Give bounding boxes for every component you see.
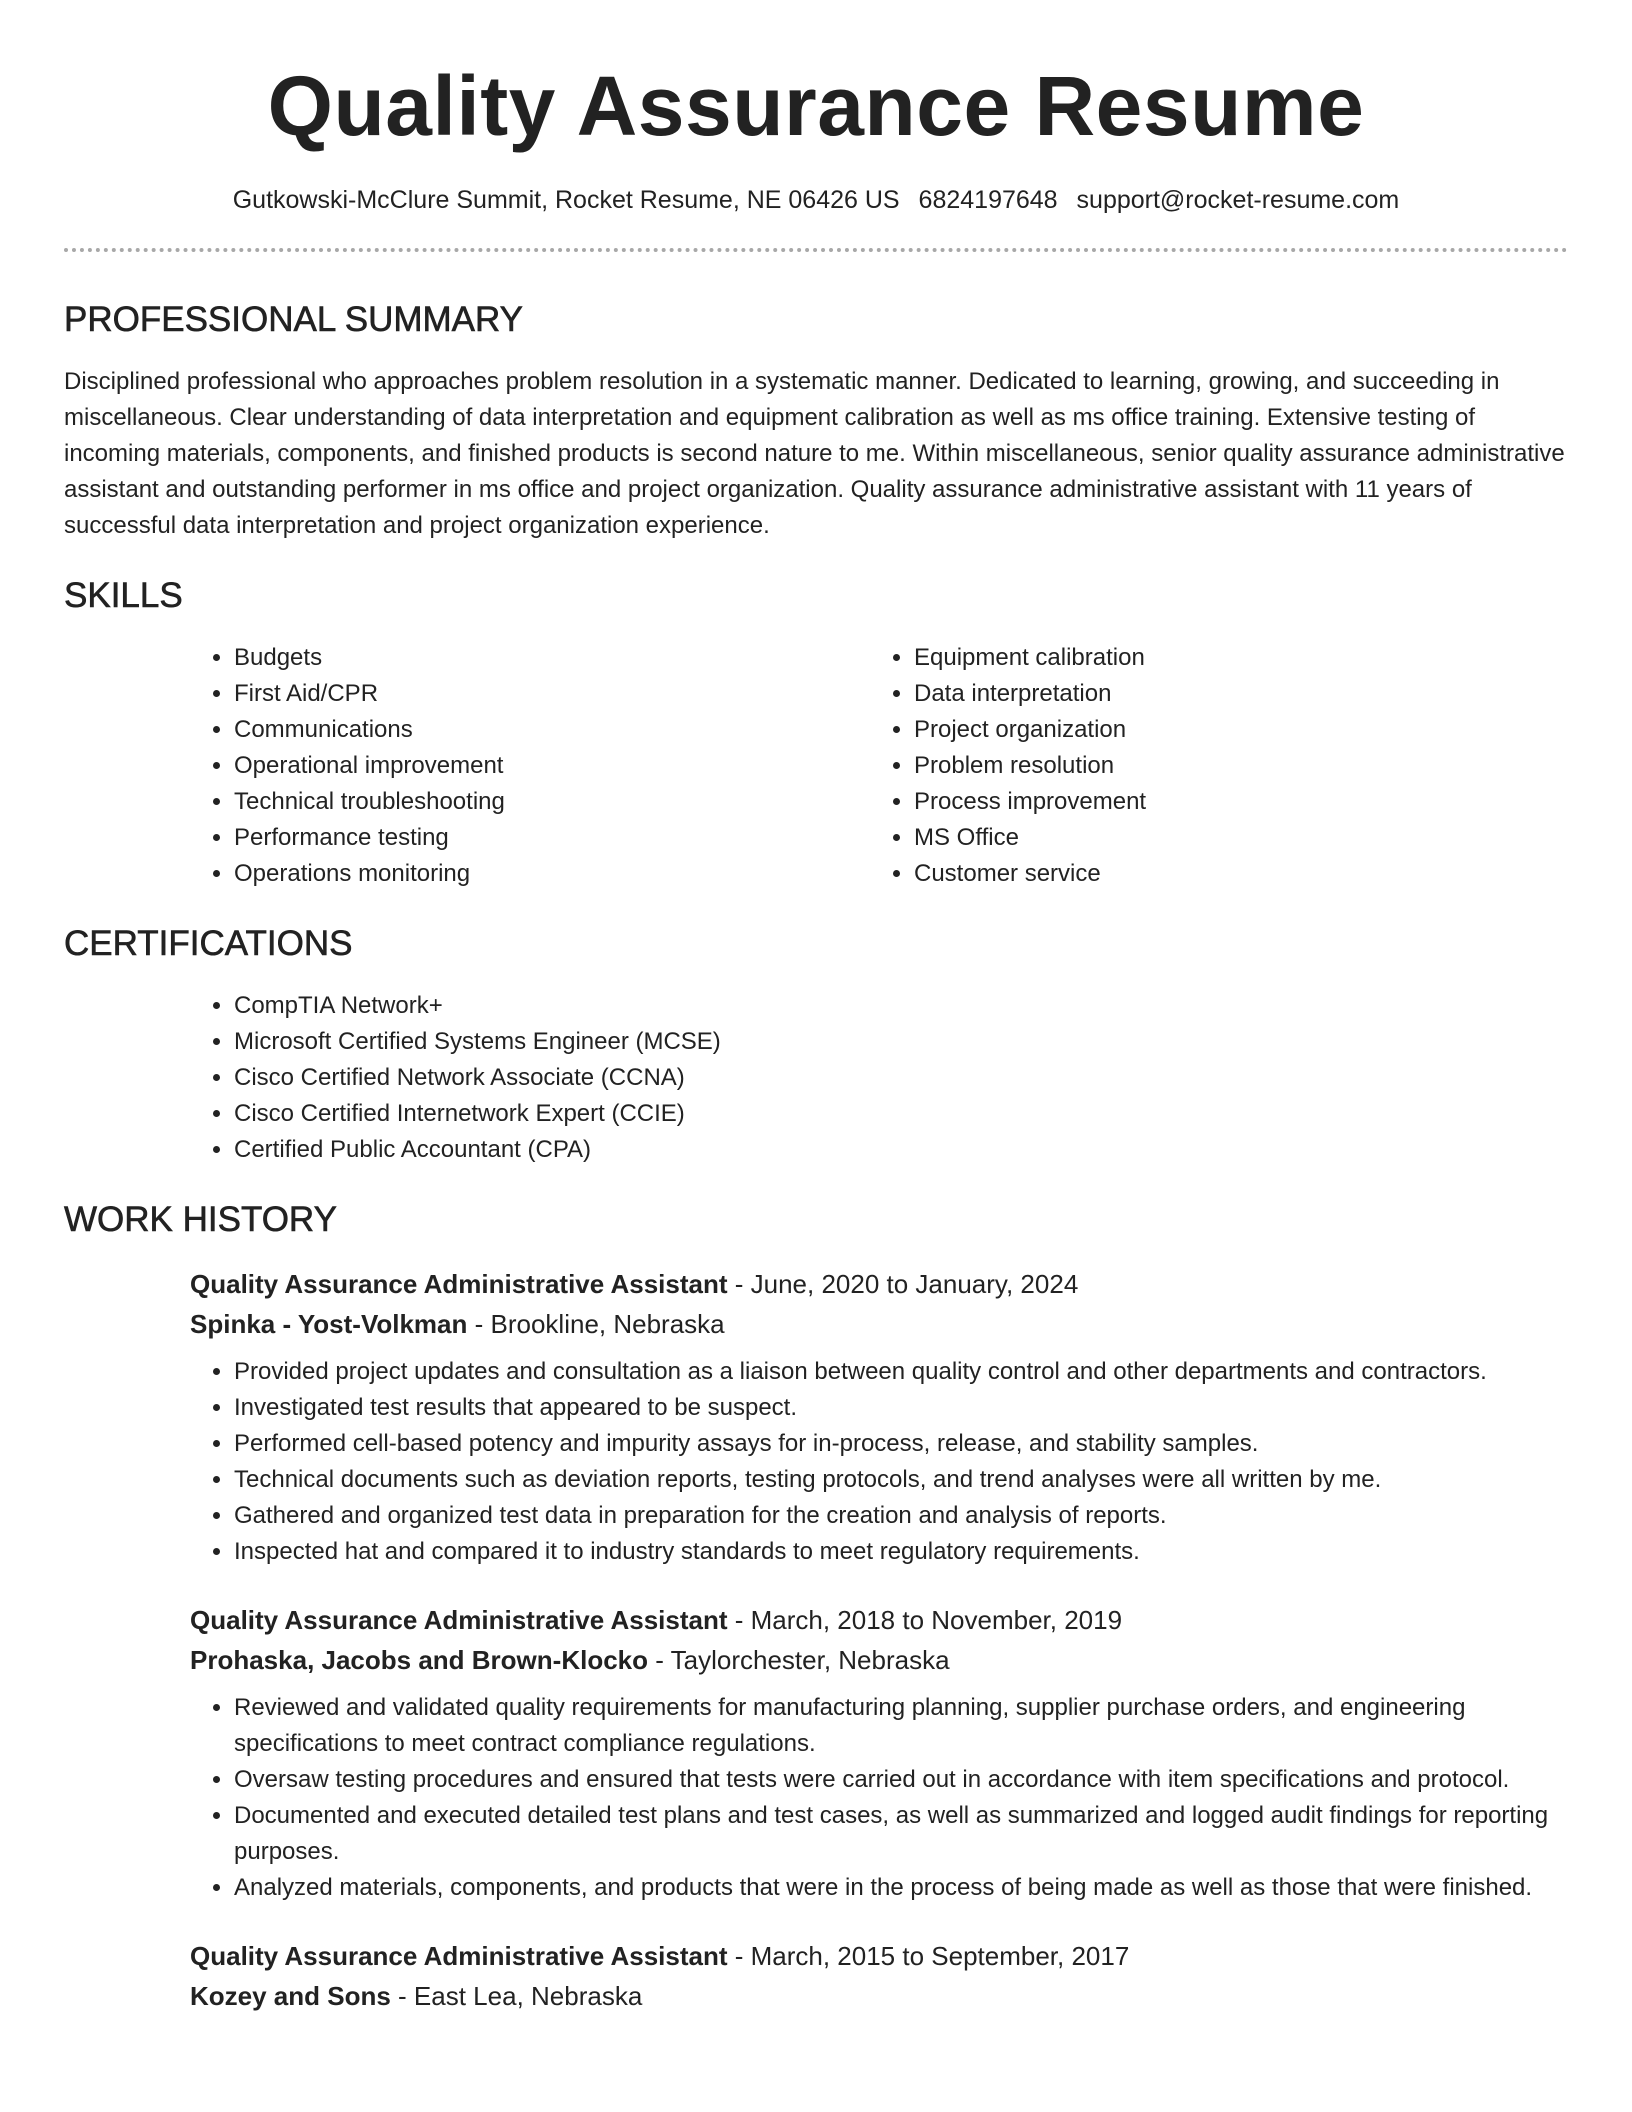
section-heading: WORK HISTORY — [64, 1200, 337, 1239]
employer-name: Kozey and Sons — [190, 1981, 391, 2011]
skill-item: • Process improvement — [914, 784, 1550, 820]
employer-location: - Brookline, Nebraska — [467, 1309, 725, 1339]
skill-item: • Customer service — [914, 856, 1550, 892]
certification-item: • Microsoft Certified Systems Engineer (MCSE) — [234, 1024, 1568, 1060]
duty-item: • Gathered and organized test data in preparation for the creation and analysis of reports. — [234, 1498, 1568, 1534]
employer-name: Prohaska, Jacobs and Brown-Klocko — [190, 1645, 649, 1675]
job-dates: - June, 2020 to January, 2024 — [727, 1269, 1079, 1299]
job-title-line — [190, 1600, 1568, 1640]
job-title: Quality Assurance Administrative Assistant — [190, 1941, 728, 1971]
certification-item: • Certified Public Accountant (CPA) — [234, 1132, 1568, 1168]
job-dates: - March, 2018 to November, 2019 — [727, 1605, 1123, 1635]
duty-item: • Analyzed materials, components, and products that were in the process of being made as well as those that were finished. — [234, 1870, 1568, 1906]
job-dates: - March, 2015 to September, 2017 — [727, 1941, 1130, 1971]
contact-line — [64, 184, 1568, 216]
skill-item: • Communications — [234, 712, 870, 748]
job-duties — [190, 1354, 1568, 1570]
skill-item: • Data interpretation — [914, 676, 1550, 712]
certification-item: • Cisco Certified Internetwork Expert (CCIE) — [234, 1096, 1568, 1132]
duty-item: • Inspected hat and compared it to industry standards to meet regulatory requirements. — [234, 1534, 1568, 1570]
duty-item: • Technical documents such as deviation reports, testing protocols, and trend analyses were all written by me. — [234, 1462, 1568, 1498]
job-duties — [190, 1690, 1568, 1906]
job-title-line — [190, 1936, 1568, 1976]
job-title: Quality Assurance Administrative Assistant — [190, 1605, 728, 1635]
skill-item: • Performance testing — [234, 820, 870, 856]
skills-column-right — [870, 640, 1550, 892]
skill-item: • Budgets — [234, 640, 870, 676]
duty-item: • Investigated test results that appeared to be suspect. — [234, 1390, 1568, 1426]
skills-columns — [190, 640, 1568, 892]
skill-item: • Operational improvement — [234, 748, 870, 784]
contact-address: Gutkowski-McClure Summit, Rocket Resume, NE 06426 US — [232, 186, 900, 214]
section-heading: CERTIFICATIONS — [64, 924, 353, 963]
skill-item: • Operations monitoring — [234, 856, 870, 892]
job-entry — [190, 1600, 1568, 1906]
skill-item: • First Aid/CPR — [234, 676, 870, 712]
section-heading: PROFESSIONAL SUMMARY — [64, 300, 523, 339]
job-entry — [190, 1936, 1568, 2016]
skill-item: • Equipment calibration — [914, 640, 1550, 676]
employer-location: - Taylorchester, Nebraska — [648, 1645, 950, 1675]
skill-item: • MS Office — [914, 820, 1550, 856]
skill-item: • Problem resolution — [914, 748, 1550, 784]
section-work-history — [64, 1198, 1568, 2016]
duty-item: • Documented and executed detailed test plans and test cases, as well as summarized and logged audit findings for reporting purposes. — [234, 1798, 1568, 1870]
employer-name: Spinka - Yost-Volkman — [190, 1309, 468, 1339]
certification-item: • CompTIA Network+ — [234, 988, 1568, 1024]
contact-phone: 6824197648 — [918, 186, 1058, 214]
job-title-line — [190, 1264, 1568, 1304]
summary-text: Disciplined professional who approaches problem resolution in a systematic manner. Dedicated to learning, growing, and succeeding in miscellaneous. Clear understanding of data interpretation and equipment calibration as well as ms office training. Extensive testing of incoming materials, components, and finished products is second nature to me. Within miscellaneous, senior quality assurance administrative assistant and outstanding performer in ms office and project organization. Quality assurance administrative assistant with 11 years of successful data interpretation and project organization experience. — [64, 368, 1565, 539]
section-skills — [64, 574, 1568, 892]
employer-location: - East Lea, Nebraska — [390, 1981, 643, 2011]
duty-item: • Performed cell-based potency and impurity assays for in-process, release, and stability samples. — [234, 1426, 1568, 1462]
resume-title: Quality Assurance Resume — [267, 59, 1365, 153]
job-entry — [190, 1264, 1568, 1570]
certifications-list — [190, 988, 1568, 1168]
section-certifications — [64, 922, 1568, 1168]
skill-item: • Technical troubleshooting — [234, 784, 870, 820]
job-title: Quality Assurance Administrative Assistant — [190, 1269, 728, 1299]
duty-item: • Oversaw testing procedures and ensured that tests were carried out in accordance with item specifications and protocol. — [234, 1762, 1568, 1798]
duty-item: • Provided project updates and consultation as a liaison between quality control and other departments and contractors. — [234, 1354, 1568, 1390]
certification-item: • Cisco Certified Network Associate (CCNA) — [234, 1060, 1568, 1096]
employer-line — [190, 1640, 1568, 1680]
section-professional-summary — [64, 298, 1568, 544]
contact-email: support@rocket-resume.com — [1076, 186, 1400, 214]
section-heading: SKILLS — [64, 576, 183, 615]
skill-item: • Project organization — [914, 712, 1550, 748]
employer-line — [190, 1304, 1568, 1344]
employer-line — [190, 1976, 1568, 2016]
header-divider — [64, 248, 1568, 252]
duty-item: • Reviewed and validated quality requirements for manufacturing planning, supplier purchase orders, and engineering specifications to meet contract compliance regulations. — [234, 1690, 1568, 1762]
skills-column-left — [190, 640, 870, 892]
